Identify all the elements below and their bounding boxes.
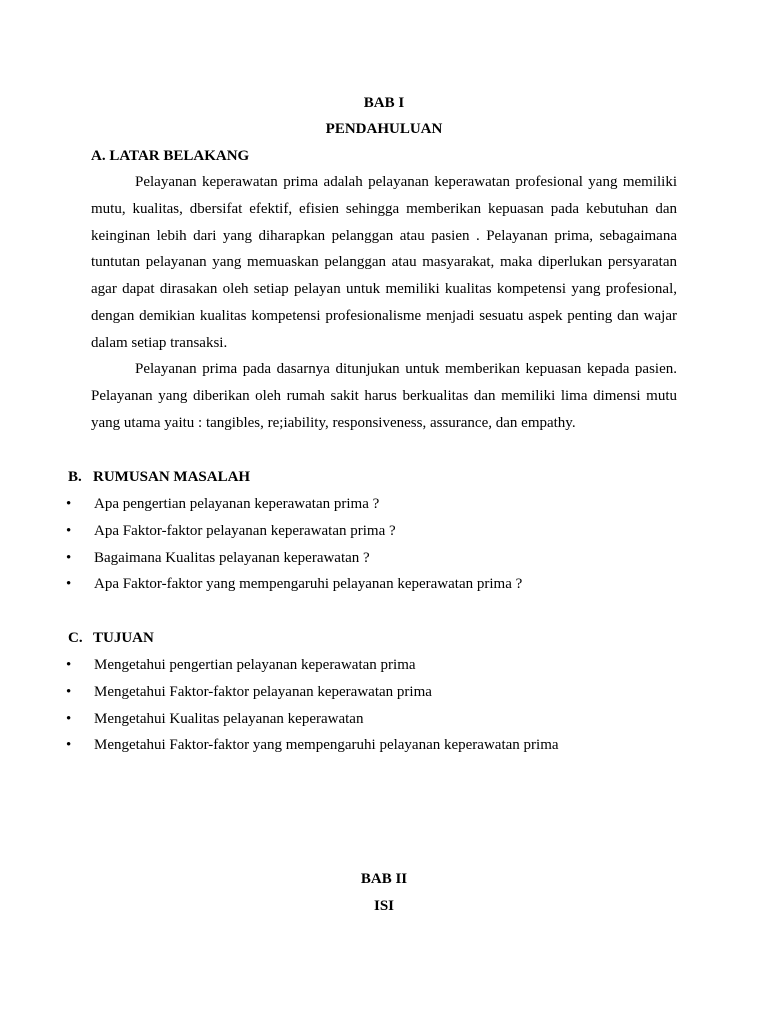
list-item	[66, 575, 706, 602]
chapter-2-title: BAB II	[360, 871, 408, 887]
chapter-2-subtitle: ISI	[373, 898, 395, 914]
section-b-list	[66, 495, 706, 602]
list-item	[66, 710, 706, 737]
section-b-letter: B.	[68, 469, 82, 485]
bullet-icon: •	[66, 683, 72, 700]
bullet-icon: •	[66, 576, 72, 593]
chapter-1-subtitle: PENDAHULUAN	[325, 121, 443, 137]
section-a-title: A. LATAR BELAKANG	[91, 148, 250, 164]
section-c-list	[66, 656, 706, 763]
list-item-text: Mengetahui Faktor-faktor yang mempengaruhi pelayanan keperawatan prima	[94, 737, 559, 754]
bullet-icon: •	[66, 657, 72, 673]
bullet-icon: •	[66, 496, 72, 512]
list-item	[66, 656, 706, 683]
list-item-text: Mengetahui Faktor-faktor pelayanan keperawatan prima	[94, 683, 432, 700]
bullet-icon: •	[66, 710, 72, 727]
list-item	[66, 683, 706, 710]
section-c-letter: C.	[68, 630, 83, 646]
list-item-text: Apa pengertian pelayanan keperawatan prima ?	[94, 496, 380, 512]
list-item	[66, 736, 706, 763]
section-c-title	[68, 629, 154, 647]
list-item	[66, 549, 706, 576]
list-item-text: Apa Faktor-faktor yang mempengaruhi pelayanan keperawatan prima ?	[94, 576, 523, 593]
section-c-label: TUJUAN	[93, 630, 154, 646]
list-item	[66, 522, 706, 549]
list-item-text: Mengetahui Kualitas pelayanan keperawatan	[94, 710, 364, 727]
chapter-1-title: BAB I	[363, 95, 405, 111]
list-item-text: Mengetahui pengertian pelayanan keperawatan prima	[94, 657, 416, 673]
bullet-icon: •	[66, 737, 72, 754]
bullet-icon: •	[66, 522, 72, 539]
section-a-paragraph-2: Pelayanan prima pada dasarnya ditunjukan untuk memberikan kepuasan kepada pasien. Pelayanan yang diberikan oleh rumah sakit harus berkualitas dan memiliki lima dimensi mutu yang utama yaitu : tangibles, re;iability, responsiveness, assurance, dan empathy.	[91, 361, 677, 431]
bullet-icon: •	[66, 549, 72, 566]
section-a-paragraph-1: Pelayanan keperawatan prima adalah pelayanan keperawatan profesional yang memiliki mutu, kualitas, dbersifat efektif, efisien sehingga memberikan kepuasan pada kebutuhan dan keinginan lebih dari yang diharapkan pelanggan atau pasien . Pelayanan prima, sebagaimana tuntutan pelayanan yang memuaskan pelanggan atau masyarakat, maka diperlukan persyaratan agar dapat dirasakan oleh setiap pelayan untuk memiliki kualitas kompetensi yang profesional, dengan demikian kualitas kompetensi profesionalisme menjadi sesuatu aspek penting dan wajar dalam setiap transaksi.	[91, 174, 677, 351]
section-b-title	[68, 468, 250, 486]
list-item-text: Bagaimana Kualitas pelayanan keperawatan ?	[94, 549, 370, 566]
section-b-label: RUMUSAN MASALAH	[93, 469, 251, 485]
list-item	[66, 495, 706, 522]
list-item-text: Apa Faktor-faktor pelayanan keperawatan prima ?	[94, 522, 396, 539]
